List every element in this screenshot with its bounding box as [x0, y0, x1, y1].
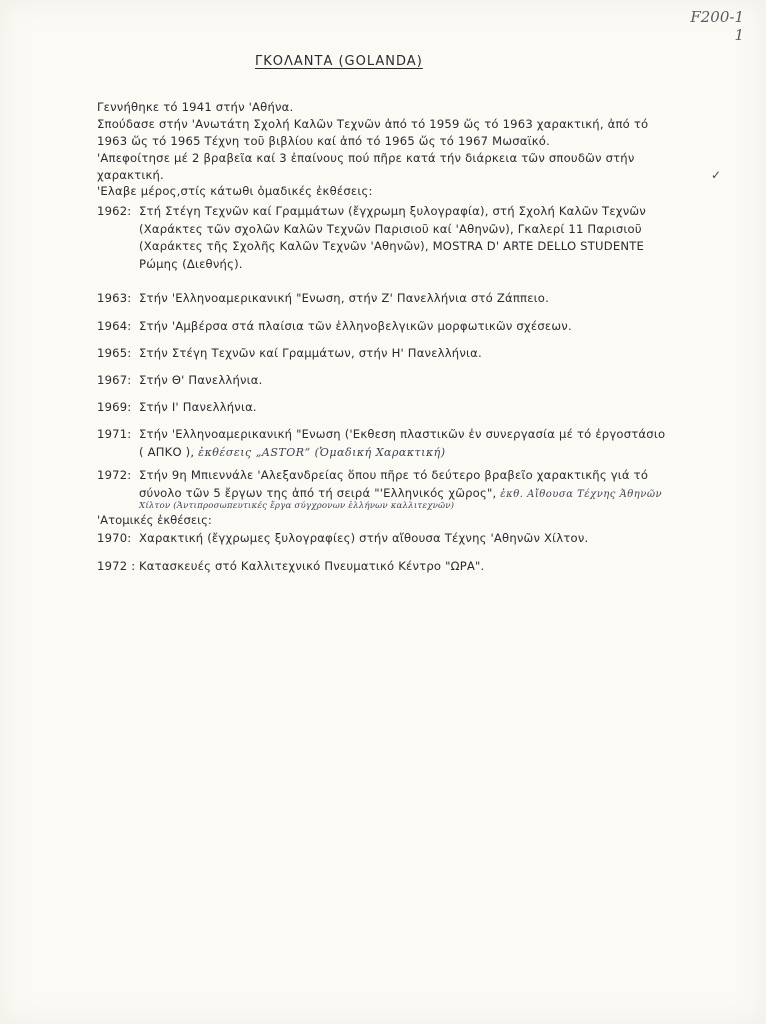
solo-exhibition-entry	[97, 558, 747, 576]
exhibition-entry	[97, 372, 747, 390]
entry-line: (Χαράκτες τῆς Σχολῆς Καλῶν Τεχνῶν 'Αθηνῶν), MOSTRA D' ARTE DELLO STUDENTE	[139, 239, 645, 253]
entry-line: Στήν 9η Μπιεννάλε 'Αλεξανδρείας ὅπου πῆρε τό δεύτερο βραβεῖο χαρακτικῆς γιά τό	[139, 468, 649, 482]
entry-line: σύνολο τῶν 5 ἔργων της ἀπό τή σειρά "'Ελληνικός χῶρος",	[139, 485, 497, 500]
entry-line: Στήν Ι' Πανελλήνια.	[139, 400, 257, 414]
entry-line: Χαρακτική (ἔγχρωμες ξυλογραφίες) στήν αἴθουσα Τέχνης 'Αθηνῶν Χίλτον.	[139, 531, 589, 545]
group-exhibitions-heading: 'Ελαβε μέρος,στίς κάτωθι ὁμαδικές ἐκθέσεις:	[97, 184, 373, 198]
entry-line: Στήν Θ' Πανελλήνια.	[139, 373, 263, 387]
entry-year: 1963:	[97, 291, 132, 305]
handwritten-annotation: ἐκθ. Αἴθουσα Τέχνης Ἀθηνῶν	[500, 488, 663, 500]
entry-line: ( ΑΠΚΟ ),	[139, 444, 195, 459]
archive-reference	[690, 8, 744, 44]
handwritten-annotation: ἐκθέσεις „ASTOR“ (Ὁμαδική Χαρακτική)	[198, 445, 446, 459]
bio-line: Γεννήθηκε τό 1941 στήν 'Αθήνα.	[97, 100, 294, 114]
page-number: 1	[734, 26, 744, 44]
entry-year: 1965:	[97, 346, 132, 360]
entry-year: 1967:	[97, 373, 132, 387]
bio-line: χαρακτική.	[97, 168, 164, 182]
entry-line: Στήν 'Ελληνοαμερικανική "Ενωση, στήν Ζ' Πανελλήνια στό Ζάππειο.	[139, 291, 549, 305]
entry-year: 1964:	[97, 319, 132, 333]
archive-code: F200-1	[690, 8, 744, 26]
bio-line: Σπούδασε στήν 'Ανωτάτη Σχολή Καλῶν Τεχνῶν ἀπό τό 1959 ὥς τό 1963 χαρακτική, ἀπό τό	[97, 117, 649, 131]
entry-line: (Χαράκτες τῶν σχολῶν Καλῶν Τεχνῶν Παρισιοῦ καί 'Αθηνῶν), Γκαλερί 11 Παρισιοῦ	[139, 221, 642, 236]
exhibition-entry	[97, 467, 747, 512]
solo-exhibitions-heading: 'Ατομικές ἐκθέσεις:	[97, 513, 212, 527]
check-mark-icon: ✓	[711, 168, 722, 182]
entry-year: 1970:	[97, 531, 132, 545]
exhibition-entry	[97, 426, 747, 461]
exhibition-entry	[97, 318, 747, 336]
entry-line: Στήν 'Ελληνοαμερικανική "Ενωση ('Εκθεση πλαστικῶν ἐν συνεργασία μέ τό ἐργοστάσιο	[139, 427, 666, 441]
solo-exhibition-entry	[97, 530, 747, 548]
exhibition-entry	[97, 290, 747, 308]
entry-year: 1972:	[97, 468, 132, 482]
entry-line: Κατασκευές στό Καλλιτεχνικό Πνευματικό Κέντρο "ΩΡΑ".	[139, 559, 485, 573]
exhibition-entry	[97, 399, 747, 417]
bio-line: 1963 ὥς τό 1965 Τέχνη τοῦ βιβλίου καί ἀπό τό 1965 ὥς τό 1967 Μωσαϊκό.	[97, 134, 550, 148]
entry-line: Ρώμης (Διεθνής).	[139, 256, 243, 271]
entry-line: Στήν 'Αμβέρσα στά πλαίσια τῶν ἑλληνοβελγικῶν μορφωτικῶν σχέσεων.	[139, 319, 572, 333]
exhibition-entry	[97, 203, 747, 273]
handwritten-annotation: Χίλτον (Ἀντιπροσωπευτικές ἔργα σύγχρονων ἑλλήνων καλλιτεχνῶν)	[139, 501, 455, 511]
entry-line: Στή Στέγη Τεχνῶν καί Γραμμάτων (ἔγχρωμη ξυλογραφία), στή Σχολή Καλῶν Τεχνῶν	[139, 204, 646, 218]
entry-year: 1962:	[97, 204, 132, 218]
entry-year: 1972 :	[97, 559, 136, 573]
entry-year: 1971:	[97, 427, 132, 441]
page-title: ΓΚΟΛΑΝΤΑ (GOLANDA)	[255, 54, 423, 69]
biography	[97, 99, 737, 184]
bio-line: 'Απεφοίτησε μέ 2 βραβεῖα καί 3 ἐπαίνους πού πῆρε κατά τήν διάρκεια τῶν σπουδῶν στήν	[97, 151, 635, 165]
entry-line: Στήν Στέγη Τεχνῶν καί Γραμμάτων, στήν Η' Πανελλήνια.	[139, 346, 482, 360]
exhibition-entry	[97, 345, 747, 363]
entry-year: 1969:	[97, 400, 132, 414]
